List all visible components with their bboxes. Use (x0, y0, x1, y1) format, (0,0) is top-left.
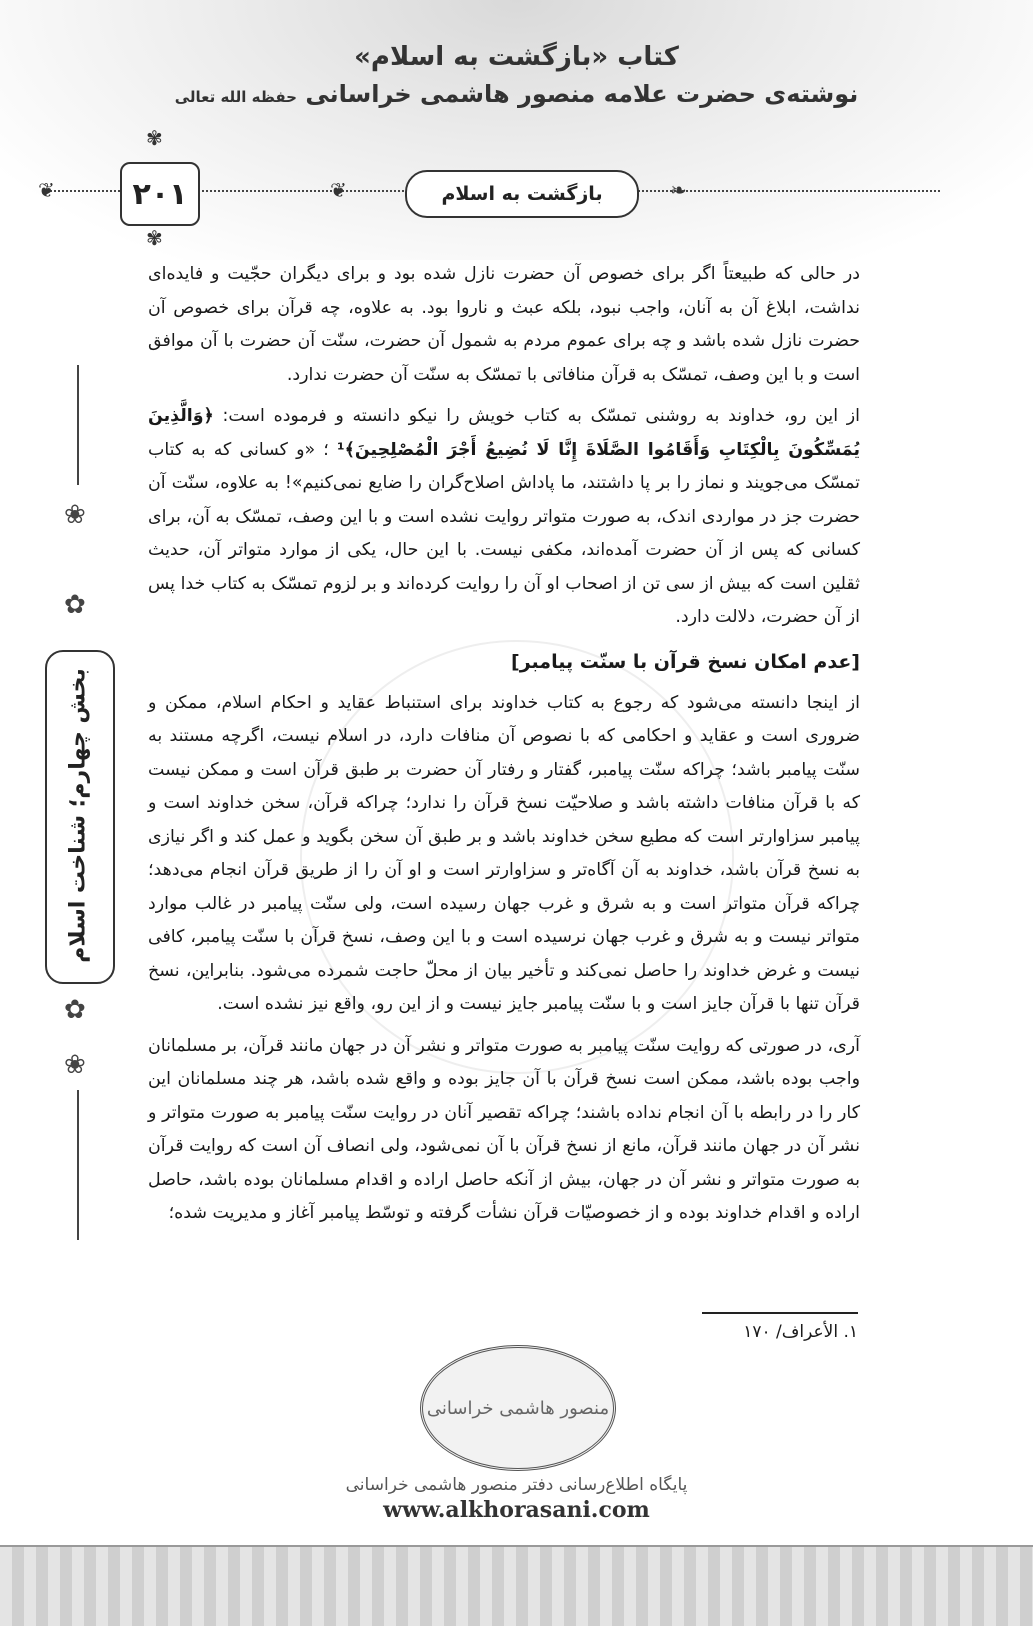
paragraph-intro: از این رو، خداوند به روشنی تمسّک به کتاب خویش را نیکو دانسته و فرموده است: (222, 406, 861, 426)
calligraphy-seal (420, 1345, 616, 1471)
book-title: کتاب «بازگشت به اسلام» (354, 42, 679, 72)
paragraph-rest: ؛ «و کسانی که به کتاب تمسّک می‌جویند و نماز را بر پا داشتند، ما پاداش اصلاح‌گران را ضایع نمی‌کنیم»! به علاوه، سنّت آن حضرت جز در مواردی اندک، به صورت متواتر روایت نشده است و با این وصف، تمسّک به آن، برای کسانی که پس از آن حضرت آمده‌اند، مکفی نیست. با این حال، یکی از موارد متواتر آن، حدیث ثقلین است که بیش از سی تن از اصحاب او آن را روایت کرده‌اند و بر لزوم تمسّک به کتاب خدا پس از آن حضرت، دلالت دارد. (148, 439, 860, 627)
center-left-ornament-icon: ❦ (330, 178, 347, 202)
top-flourish-icon: ✾ (146, 126, 163, 150)
seal-text: منصور هاشمی خراسانی (426, 1397, 610, 1419)
page-number: ۲۰۱ (120, 162, 200, 226)
left-ornament-icon: ❦ (38, 178, 55, 202)
author-honorific: حفظه الله تعالی (174, 88, 297, 106)
paragraph: آری، در صورتی که روایت سنّت پیامبر به صورت متواتر و نشر آن در جهان مانند قرآن، بر مسلمانان واجب بوده باشد، ممکن است نسخ قرآن با آن جایز بوده و واقع شده باشد، هر چند مسلمانان این کار را در رابطه با آن انجام نداده باشند؛ چراکه تقصیر آنان در روایت سنّت پیامبر به صورت متواتر و نشر آن در جهان مانند قرآن، مانع از نسخ قرآن با آن نمی‌شود، ولی انصاف آن است که روایت قرآن به صورت متواتر و نشر آن در جهان، بیش از آنکه حاصل اراده و اقدام مسلمانان بوده باشد، حاصل اراده و اقدام خداوند بوده و از خصوصیّات قرآن نشأت گرفته و توسّط پیامبر آغاز و مدیریت شده؛ (148, 1035, 860, 1223)
paragraph: از اینجا دانسته می‌شود که رجوع به کتاب خداوند برای استنباط عقاید و احکام اسلام، ممکن و ضروری است و عقاید و احکامی که با نصوص آن منافات دارد، در اسلام نیست، اگرچه مستند به سنّت پیامبر باشد؛ چراکه سنّت پیامبر، گفتار و رفتار آن حضرت بر طبق قرآن است و ممکن نیست که با قرآن منافات داشته باشد و صلاحیّت نسخ قرآن را ندارد؛ چراکه قرآن، سخن خداوند است و پیامبر سزاوارتر است که مطیع سخن خداوند باشد و بر طبق آن سخن بگوید و عمل کند و اگر نیازی به نسخ قرآن باشد، خداوند به آن آگاه‌تر و سزاوارتر است و او آن را از طریق قرآن انجام می‌دهد؛ چراکه قرآن متواتر است و به شرق و غرب جهان رسیده است، ولی سنّت پیامبر در غالب موارد متواتر نیست و به شرق و غرب جهان نرسیده است و با این وصف، نسخ قرآن با سنّت پیامبر، کافی نیست و غرض خداوند را حاصل نمی‌کند و تأخیر بیان از محلّ حاجت شمرده می‌شود. بنابراین، نسخ قرآن تنها با قرآن جایز است و با سنّت پیامبر جایز نیست و از این رو، واقع نیز نشده است. (148, 692, 860, 1014)
author-line (0, 80, 1033, 108)
quran-verse: ﴿وَالَّذِينَ يُمَسِّكُونَ بِالْكِتَابِ وَأَقَامُوا الصَّلَاةَ إِنَّا لَا نُضِيعُ أَجْرَ الْمُصْلِحِينَ﴾¹ (148, 406, 860, 460)
section-heading: [عدم امکان نسخ قرآن با سنّت پیامبر] (511, 650, 860, 673)
site-name: پایگاه اطلاع‌رسانی دفتر منصور هاشمی خراسانی (345, 1475, 688, 1495)
paragraph (148, 400, 860, 635)
main-text (148, 258, 860, 1231)
site-url[interactable]: www.alkhorasani.com (383, 1497, 650, 1523)
footnote: ۱. الأعراف/ ۱۷۰ (743, 1322, 858, 1342)
author-name: نوشته‌ی حضرت علامه منصور هاشمی خراسانی (305, 80, 859, 108)
sidebar-line-bottom (77, 1090, 79, 1240)
footer-ornament-band (0, 1545, 1033, 1626)
section-title: بخش چهارم؛ شناخت اسلام (65, 667, 91, 963)
sidebar-flourish-icon: ❀ (64, 500, 86, 530)
footnote-rule (702, 1312, 858, 1314)
running-head: بازگشت به اسلام (405, 170, 639, 218)
sidebar-flower-icon: ✿ (64, 590, 86, 620)
paragraph: در حالی که طبیعتاً اگر برای خصوص آن حضرت نازل شده بود و برای دیگران حجّیت و فایده‌ای نداشت، ابلاغ آن به آنان، واجب نبود، بلکه عبث و ناروا بود. به علاوه، چه قرآن برای خصوص آن حضرت نازل شده باشد و چه برای عموم مردم به شمول آن حضرت، سنّت آن حضرت با آن موافق است و با این وصف، تمسّک به قرآن منافاتی با تمسّک به سنّت آن حضرت ندارد. (148, 264, 860, 385)
center-right-ornament-icon: ❧ (670, 178, 687, 202)
bottom-flourish-icon: ✾ (146, 226, 163, 250)
sidebar-flower-icon-lower: ✿ (64, 995, 86, 1025)
sidebar-line-top (77, 365, 79, 485)
sidebar-flourish-icon-lower: ❀ (64, 1050, 86, 1080)
section-tab-text-wrap (45, 650, 111, 980)
